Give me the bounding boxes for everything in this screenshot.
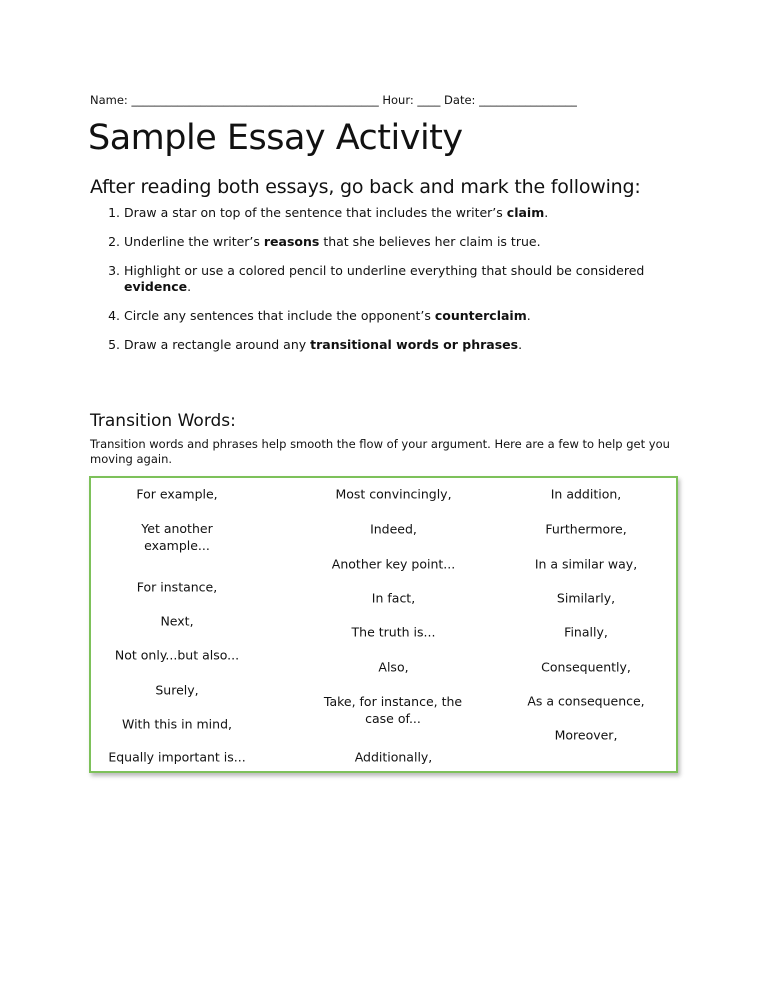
transition-word: Furthermore, bbox=[545, 521, 627, 537]
transition-word: For instance, bbox=[136, 579, 218, 595]
instruction-item: 4. Circle any sentences that include the opponent’s counterclaim. bbox=[124, 308, 684, 324]
transition-word: Additionally, bbox=[354, 749, 433, 765]
transition-word: Equally important is... bbox=[108, 749, 246, 765]
transition-words-heading: Transition Words: bbox=[90, 411, 236, 431]
transition-word: In addition, bbox=[550, 486, 622, 502]
transition-word: Surely, bbox=[155, 682, 199, 698]
transition-word: Take, for instance, the case of... bbox=[323, 694, 463, 726]
transition-word: As a consequence, bbox=[527, 693, 645, 709]
transition-words-box bbox=[89, 476, 678, 773]
transition-word: For example, bbox=[136, 486, 218, 502]
transition-word: Consequently, bbox=[541, 659, 631, 675]
transition-word: Another key point... bbox=[331, 556, 456, 572]
transition-word: Also, bbox=[378, 659, 409, 675]
transition-word: In fact, bbox=[371, 590, 416, 606]
instruction-item: 3. Highlight or use a colored pencil to underline everything that should be considered evidence. bbox=[124, 263, 684, 295]
instructions-list bbox=[88, 205, 684, 366]
instruction-item: 5. Draw a rectangle around any transitional words or phrases. bbox=[124, 337, 684, 353]
transition-word: The truth is... bbox=[351, 624, 436, 640]
page-title: Sample Essay Activity bbox=[88, 118, 463, 158]
transition-word: Indeed, bbox=[370, 521, 417, 537]
instruction-item: 2. Underline the writer’s reasons that she believes her claim is true. bbox=[124, 234, 684, 250]
instruction-item: 1. Draw a star on top of the sentence that includes the writer’s claim. bbox=[124, 205, 684, 221]
transition-word: Moreover, bbox=[554, 727, 618, 743]
transition-intro: Transition words and phrases help smooth the flow of your argument. Here are a few to help get you moving again. bbox=[90, 437, 670, 466]
transition-word: Next, bbox=[160, 613, 194, 629]
transition-word: Similarly, bbox=[556, 590, 616, 606]
name-hour-date-line: Name: ___________________________________________ Hour: ____ Date: _________________ bbox=[90, 93, 577, 107]
transition-word: In a similar way, bbox=[534, 556, 638, 572]
transition-word: Finally, bbox=[564, 624, 608, 640]
transition-word: Yet another example... bbox=[141, 521, 213, 553]
transition-word: Most convincingly, bbox=[335, 486, 452, 502]
instructions-heading: After reading both essays, go back and mark the following: bbox=[90, 176, 641, 198]
transition-word: Not only...but also... bbox=[114, 647, 240, 663]
transition-word: With this in mind, bbox=[122, 716, 232, 732]
